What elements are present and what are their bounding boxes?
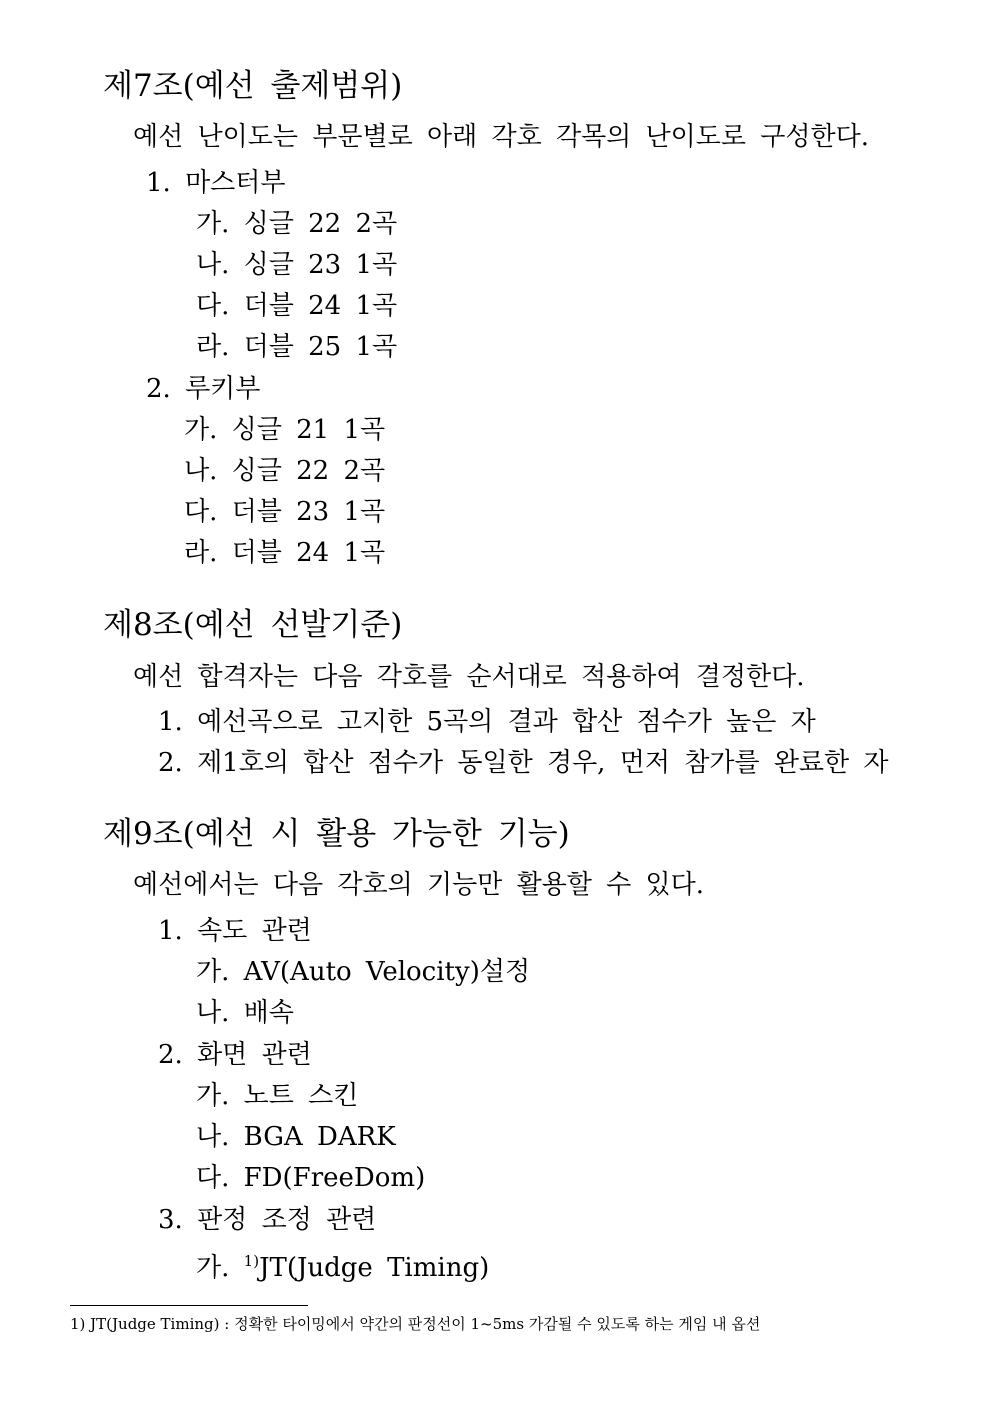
screen-item: 가. 노트 스킨: [196, 1081, 359, 1111]
screen-item: 나. BGA DARK: [196, 1122, 396, 1152]
judge-item-text: JT(Judge Timing): [259, 1253, 490, 1283]
master-item: 다. 더블 24 1곡: [196, 291, 398, 321]
rookie-division-label: 2. 루키부: [146, 374, 261, 404]
judge-item-prefix: 가.: [196, 1253, 244, 1283]
speed-section-label: 1. 속도 관련: [158, 916, 312, 946]
speed-item: 가. AV(Auto Velocity)설정: [196, 957, 531, 987]
article-9-intro: 예선에서는 다음 각호의 기능만 활용할 수 있다.: [133, 870, 705, 900]
judge-section-label: 3. 판정 조정 관련: [158, 1205, 377, 1235]
screen-section-label: 2. 화면 관련: [158, 1040, 312, 1070]
article-7-heading: 제7조(예선 출제범위): [103, 68, 403, 104]
article-8-heading: 제8조(예선 선발기준): [103, 607, 403, 643]
rookie-item: 다. 더블 23 1곡: [184, 497, 386, 527]
speed-item: 나. 배속: [196, 998, 294, 1028]
master-item: 라. 더블 25 1곡: [196, 332, 398, 362]
article-9-heading: 제9조(예선 시 활용 가능한 기능): [103, 816, 570, 852]
rookie-item: 가. 싱글 21 1곡: [184, 415, 386, 445]
selection-criterion: 2. 제1호의 합산 점수가 동일한 경우, 먼저 참가를 완료한 자: [158, 748, 889, 778]
article-7-intro: 예선 난이도는 부문별로 아래 각호 각목의 난이도로 구성한다.: [133, 122, 870, 152]
master-item: 나. 싱글 23 1곡: [196, 250, 398, 280]
screen-item: 다. FD(FreeDom): [196, 1163, 426, 1193]
rookie-item: 나. 싱글 22 2곡: [184, 456, 386, 486]
selection-criterion: 1. 예선곡으로 고지한 5곡의 결과 합산 점수가 높은 자: [158, 707, 816, 737]
footnote: 1) JT(Judge Timing) : 정확한 타이밍에서 약간의 판정선이 1~5ms 가감될 수 있도록 하는 게임 내 옵션: [70, 1315, 761, 1333]
footnote-reference: 1): [243, 1252, 260, 1270]
footnote-separator: [70, 1305, 308, 1306]
judge-item: [196, 1244, 489, 1285]
master-division-label: 1. 마스터부: [146, 168, 286, 198]
article-8-intro: 예선 합격자는 다음 각호를 순서대로 적용하여 결정한다.: [133, 662, 805, 692]
master-item: 가. 싱글 22 2곡: [196, 209, 398, 239]
rookie-item: 라. 더블 24 1곡: [184, 538, 386, 568]
